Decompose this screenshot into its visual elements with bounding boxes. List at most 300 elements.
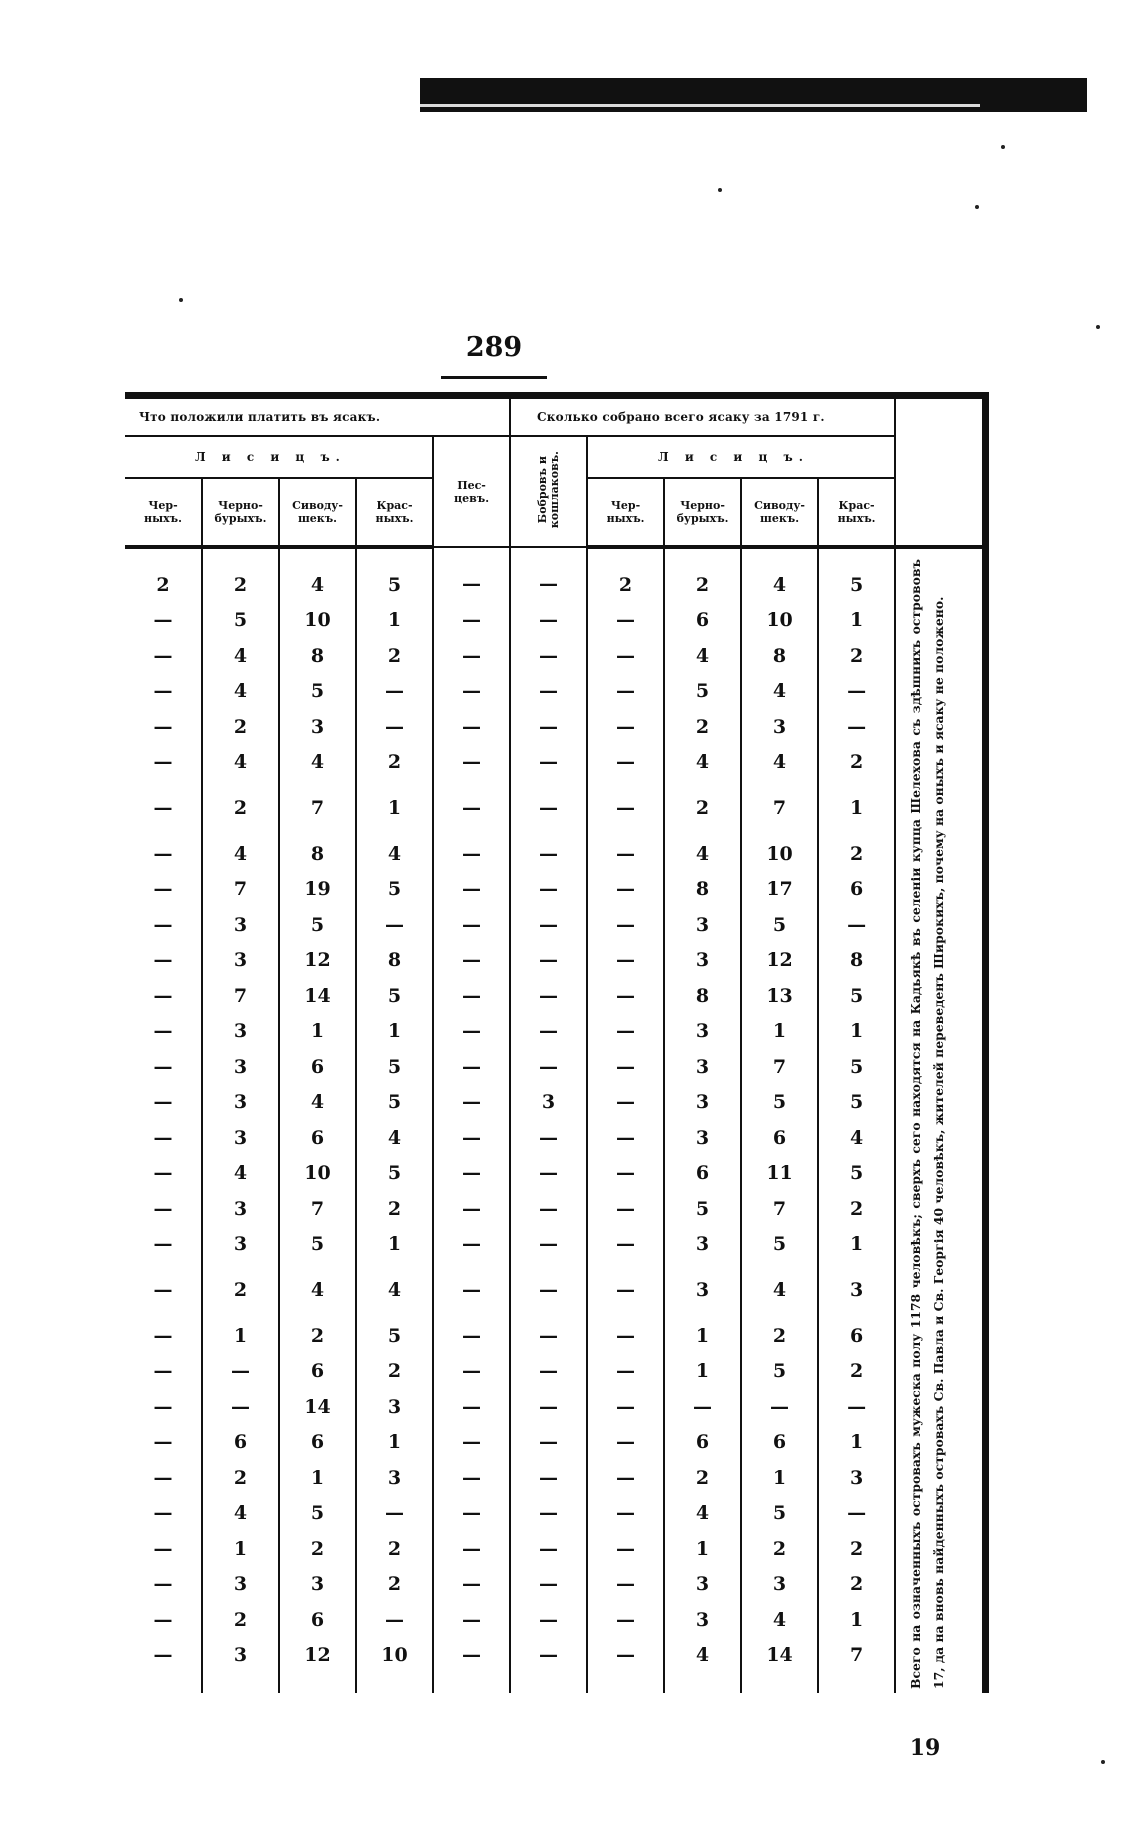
table-row (125, 674, 985, 710)
table-cell: — (125, 1049, 202, 1085)
table-cell: 7 (741, 1191, 818, 1227)
page-number-rule (441, 376, 547, 379)
table-cell: 3 (664, 1567, 741, 1603)
table-cell: 1 (356, 780, 433, 836)
table-cell: — (587, 1425, 664, 1461)
table-cell: 5 (279, 1496, 356, 1532)
table-cell: — (433, 907, 510, 943)
table-cell: — (125, 1460, 202, 1496)
table-cell: 3 (664, 907, 741, 943)
table-cell: 6 (741, 1120, 818, 1156)
table-cell: 4 (202, 1156, 279, 1192)
table-cell: 5 (356, 1318, 433, 1354)
ink-speck (179, 298, 183, 302)
table-cell: 5 (741, 1496, 818, 1532)
table-cell: 1 (818, 780, 895, 836)
table-cell: — (510, 1638, 587, 1694)
table-cell: — (587, 978, 664, 1014)
table-row (125, 1227, 985, 1263)
table-cell: — (587, 1085, 664, 1121)
table-cell: — (433, 1354, 510, 1390)
header-foxes-assessed: Л и с и ц ъ. (125, 436, 433, 478)
table-cell: 5 (818, 547, 895, 603)
table-cell: 5 (356, 1156, 433, 1192)
table-cell: 2 (818, 1531, 895, 1567)
table-cell: — (356, 907, 433, 943)
table-cell: 6 (279, 1049, 356, 1085)
table-cell: 2 (741, 1531, 818, 1567)
table-cell: 3 (741, 709, 818, 745)
table-cell: 4 (664, 1638, 741, 1694)
table-cell: — (510, 1602, 587, 1638)
table-cell: 7 (202, 872, 279, 908)
tribute-table-body (125, 547, 985, 1693)
table-cell: — (433, 1085, 510, 1121)
table-cell: — (510, 1156, 587, 1192)
table-cell: 1 (741, 1014, 818, 1050)
table-cell: — (125, 1318, 202, 1354)
table-cell: — (587, 1602, 664, 1638)
table-cell: 3 (664, 1049, 741, 1085)
table-cell: 4 (202, 745, 279, 781)
table-cell: — (587, 907, 664, 943)
table-cell: 3 (664, 1014, 741, 1050)
table-cell: 1 (818, 1227, 895, 1263)
table-cell: — (818, 1389, 895, 1425)
table-cell: — (510, 603, 587, 639)
table-row (125, 1014, 985, 1050)
table-cell: — (510, 1049, 587, 1085)
table-cell: 7 (279, 1191, 356, 1227)
table-row (125, 1049, 985, 1085)
table-row (125, 1638, 985, 1694)
table-row (125, 1085, 985, 1121)
table-cell: — (587, 745, 664, 781)
table-cell: 6 (279, 1425, 356, 1461)
table-cell: 7 (741, 1049, 818, 1085)
table-cell: — (433, 638, 510, 674)
table-cell: — (510, 638, 587, 674)
table-cell: 5 (356, 978, 433, 1014)
table-cell: 5 (356, 1049, 433, 1085)
ink-speck (1001, 145, 1005, 149)
table-cell: 1 (818, 603, 895, 639)
table-cell: 10 (741, 836, 818, 872)
table-row (125, 836, 985, 872)
table-cell: — (125, 836, 202, 872)
table-cell: — (433, 1460, 510, 1496)
tribute-table (125, 392, 989, 1693)
table-cell: 1 (356, 1227, 433, 1263)
table-row (125, 603, 985, 639)
table-cell: — (587, 836, 664, 872)
table-cell: 5 (818, 1156, 895, 1192)
table-cell: — (125, 1120, 202, 1156)
table-cell: 4 (279, 1085, 356, 1121)
table-cell: 6 (818, 872, 895, 908)
table-cell: — (587, 638, 664, 674)
tribute-table-wrapper (125, 392, 985, 1693)
table-cell: 3 (202, 1014, 279, 1050)
table-cell: 5 (202, 603, 279, 639)
table-cell: — (818, 1496, 895, 1532)
table-cell: — (587, 709, 664, 745)
header-cross-foxes-collected: Сиводу- шекъ. (741, 478, 818, 547)
table-cell: — (587, 674, 664, 710)
table-cell: 4 (279, 547, 356, 603)
table-cell: 5 (818, 978, 895, 1014)
table-cell: 1 (818, 1602, 895, 1638)
table-cell: — (125, 1262, 202, 1318)
table-cell: 8 (664, 978, 741, 1014)
header-red-foxes: Крас- ныхъ. (356, 478, 433, 547)
table-cell: — (433, 1567, 510, 1603)
table-cell: 1 (818, 1425, 895, 1461)
table-cell: — (125, 674, 202, 710)
note-column-header (895, 396, 985, 548)
table-cell: 10 (356, 1638, 433, 1694)
table-cell: — (510, 745, 587, 781)
table-cell: — (587, 1496, 664, 1532)
table-cell: — (433, 1389, 510, 1425)
table-cell: — (510, 872, 587, 908)
table-cell: — (510, 674, 587, 710)
table-cell: — (510, 1496, 587, 1532)
table-cell: 5 (741, 1085, 818, 1121)
table-cell: 2 (356, 638, 433, 674)
table-cell: 2 (202, 780, 279, 836)
header-assessed-tribute: Что положили платить въ ясакъ. (125, 396, 510, 437)
table-cell: — (587, 1227, 664, 1263)
table-cell: — (356, 674, 433, 710)
table-cell: 8 (279, 836, 356, 872)
table-cell: — (125, 780, 202, 836)
table-cell: 5 (356, 1085, 433, 1121)
table-cell: — (433, 978, 510, 1014)
table-cell: 14 (279, 978, 356, 1014)
table-cell: — (587, 1191, 664, 1227)
table-cell: — (510, 907, 587, 943)
table-cell: 12 (741, 943, 818, 979)
table-cell: 5 (279, 1227, 356, 1263)
table-cell: 2 (664, 780, 741, 836)
table-cell: 5 (741, 907, 818, 943)
table-cell: 3 (202, 1191, 279, 1227)
table-cell: — (433, 1014, 510, 1050)
table-cell: 3 (202, 1227, 279, 1263)
table-cell: 2 (664, 547, 741, 603)
table-cell: 10 (279, 603, 356, 639)
table-cell: — (433, 1602, 510, 1638)
table-cell: — (510, 1354, 587, 1390)
table-cell: — (510, 1014, 587, 1050)
table-cell: — (125, 709, 202, 745)
header-black-foxes: Чер- ныхъ. (125, 478, 202, 547)
table-cell: — (510, 1262, 587, 1318)
table-cell: 6 (279, 1120, 356, 1156)
header-black-brown-foxes: Черно- бурыхъ. (202, 478, 279, 547)
ink-speck (1101, 1760, 1105, 1764)
table-cell: — (125, 603, 202, 639)
header-beavers (510, 436, 587, 547)
table-cell: 3 (664, 943, 741, 979)
note-column (895, 547, 985, 1693)
table-cell: 4 (279, 745, 356, 781)
table-cell: 3 (818, 1460, 895, 1496)
table-row (125, 872, 985, 908)
table-cell: — (587, 1014, 664, 1050)
table-cell: 1 (279, 1460, 356, 1496)
table-cell: 3 (202, 1567, 279, 1603)
table-cell: 2 (202, 709, 279, 745)
table-cell: 5 (279, 907, 356, 943)
table-cell: 6 (664, 1425, 741, 1461)
table-cell: 3 (202, 1085, 279, 1121)
table-cell: 1 (818, 1014, 895, 1050)
table-cell: 6 (664, 603, 741, 639)
table-row (125, 1389, 985, 1425)
table-cell: — (510, 1460, 587, 1496)
table-cell: 1 (356, 603, 433, 639)
table-cell: 17 (741, 872, 818, 908)
table-row (125, 1156, 985, 1192)
table-row (125, 547, 985, 603)
table-cell: 3 (356, 1460, 433, 1496)
table-cell: — (202, 1354, 279, 1390)
table-cell: — (125, 745, 202, 781)
table-cell: — (510, 1531, 587, 1567)
table-cell: — (433, 1262, 510, 1318)
header-arctic-foxes-label: Пес- цевъ. (454, 478, 490, 505)
table-cell: 3 (279, 1567, 356, 1603)
table-cell: 3 (202, 907, 279, 943)
table-cell: — (433, 603, 510, 639)
table-cell: — (510, 1227, 587, 1263)
table-cell: — (202, 1389, 279, 1425)
table-row (125, 1262, 985, 1318)
signature-number: 19 (909, 1735, 941, 1761)
table-cell: 5 (356, 547, 433, 603)
table-cell: 5 (279, 674, 356, 710)
table-cell: 8 (818, 943, 895, 979)
table-cell: — (433, 1120, 510, 1156)
table-cell: — (587, 1638, 664, 1694)
table-cell: 3 (202, 1638, 279, 1694)
table-cell: 7 (202, 978, 279, 1014)
table-cell: — (587, 1460, 664, 1496)
table-cell: 3 (202, 1120, 279, 1156)
table-cell: 2 (818, 1567, 895, 1603)
table-cell: 4 (741, 547, 818, 603)
table-cell: 2 (356, 1191, 433, 1227)
table-cell: — (510, 1567, 587, 1603)
table-cell: — (433, 1425, 510, 1461)
table-cell: — (125, 1085, 202, 1121)
table-cell: 5 (741, 1227, 818, 1263)
table-cell: 1 (664, 1531, 741, 1567)
table-cell: 3 (202, 1049, 279, 1085)
table-cell: 6 (279, 1602, 356, 1638)
table-row (125, 1425, 985, 1461)
table-cell: 4 (741, 1262, 818, 1318)
table-cell: 1 (664, 1354, 741, 1390)
table-cell: 1 (356, 1014, 433, 1050)
table-cell: 3 (202, 943, 279, 979)
table-row (125, 907, 985, 943)
table-cell: 12 (279, 1638, 356, 1694)
table-cell: 1 (664, 1318, 741, 1354)
table-cell: — (510, 1318, 587, 1354)
table-cell: 4 (818, 1120, 895, 1156)
table-cell: — (125, 872, 202, 908)
table-cell: 7 (279, 780, 356, 836)
table-cell: — (587, 1049, 664, 1085)
table-cell: — (125, 1354, 202, 1390)
ink-speck (718, 188, 722, 192)
table-cell: — (125, 1602, 202, 1638)
table-cell: 2 (202, 1262, 279, 1318)
table-cell: 4 (279, 1262, 356, 1318)
table-cell: 4 (356, 1262, 433, 1318)
table-cell: — (433, 547, 510, 603)
table-row (125, 745, 985, 781)
table-cell: 10 (741, 603, 818, 639)
table-cell: 3 (356, 1389, 433, 1425)
table-cell: 4 (356, 1120, 433, 1156)
table-cell: 3 (818, 1262, 895, 1318)
table-cell: — (125, 1496, 202, 1532)
table-cell: — (433, 1496, 510, 1532)
table-cell: 3 (741, 1567, 818, 1603)
table-cell: — (433, 872, 510, 908)
table-cell: 2 (356, 1531, 433, 1567)
ink-speck (975, 205, 979, 209)
table-cell: 4 (664, 1496, 741, 1532)
table-cell: — (587, 1354, 664, 1390)
table-cell: 8 (741, 638, 818, 674)
table-cell: 3 (664, 1262, 741, 1318)
header-collected-tribute: Сколько собрано всего ясаку за 1791 г. (510, 396, 895, 437)
table-cell: 2 (202, 1602, 279, 1638)
table-cell: — (818, 674, 895, 710)
table-cell: — (125, 1425, 202, 1461)
top-band-rule (420, 104, 980, 107)
table-cell: 1 (202, 1318, 279, 1354)
table-cell: — (433, 1049, 510, 1085)
table-cell: 14 (279, 1389, 356, 1425)
rotated-note (896, 549, 982, 1689)
table-cell: — (587, 780, 664, 836)
table-cell: 4 (664, 638, 741, 674)
table-cell: 4 (202, 1496, 279, 1532)
table-cell: 3 (664, 1602, 741, 1638)
table-cell: 11 (741, 1156, 818, 1192)
table-cell: 7 (818, 1638, 895, 1694)
table-cell: — (510, 547, 587, 603)
table-cell: 4 (741, 1602, 818, 1638)
table-cell: 19 (279, 872, 356, 908)
table-cell: 2 (279, 1531, 356, 1567)
table-cell: 3 (664, 1227, 741, 1263)
table-cell: 5 (818, 1085, 895, 1121)
table-cell: 4 (356, 836, 433, 872)
table-cell: 3 (664, 1085, 741, 1121)
table-cell: 8 (664, 872, 741, 908)
table-cell: — (433, 674, 510, 710)
table-cell: — (356, 1602, 433, 1638)
table-cell: — (125, 1638, 202, 1694)
table-cell: 5 (356, 872, 433, 908)
table-cell: — (587, 1567, 664, 1603)
table-row (125, 1602, 985, 1638)
header-arctic-foxes (433, 436, 510, 547)
table-cell: 4 (202, 638, 279, 674)
table-cell: 8 (356, 943, 433, 979)
table-cell: 6 (741, 1425, 818, 1461)
table-cell: 2 (818, 638, 895, 674)
table-cell: — (433, 943, 510, 979)
table-cell: — (125, 1531, 202, 1567)
table-cell: 12 (279, 943, 356, 979)
table-cell: 2 (818, 1354, 895, 1390)
table-cell: — (433, 1156, 510, 1192)
table-cell: — (818, 709, 895, 745)
table-cell: — (125, 943, 202, 979)
table-cell: — (510, 978, 587, 1014)
table-cell: — (510, 836, 587, 872)
table-cell: 6 (279, 1354, 356, 1390)
table-cell: 6 (818, 1318, 895, 1354)
table-cell: — (433, 780, 510, 836)
table-row (125, 709, 985, 745)
table-cell: 8 (279, 638, 356, 674)
table-cell: 2 (664, 1460, 741, 1496)
table-row (125, 1354, 985, 1390)
table-cell: — (356, 1496, 433, 1532)
table-cell: — (587, 1156, 664, 1192)
table-cell: — (510, 780, 587, 836)
table-row (125, 943, 985, 979)
table-cell: 1 (356, 1425, 433, 1461)
table-row (125, 1120, 985, 1156)
table-cell: — (356, 709, 433, 745)
table-cell: 2 (356, 1567, 433, 1603)
table-cell: — (510, 1191, 587, 1227)
table-cell: 2 (279, 1318, 356, 1354)
table-cell: 1 (741, 1460, 818, 1496)
table-cell: — (510, 943, 587, 979)
table-cell: — (125, 907, 202, 943)
table-cell: — (433, 709, 510, 745)
table-cell: 4 (202, 674, 279, 710)
table-cell: — (587, 943, 664, 979)
table-row (125, 1191, 985, 1227)
header-red-foxes-collected: Крас- ныхъ. (818, 478, 895, 547)
table-cell: — (125, 1227, 202, 1263)
table-cell: — (664, 1389, 741, 1425)
table-cell: 4 (741, 674, 818, 710)
table-cell: — (433, 1638, 510, 1694)
table-cell: — (125, 1014, 202, 1050)
table-cell: 1 (202, 1531, 279, 1567)
header-beavers-label: Бобровъ и кошлаковъ. (535, 451, 561, 529)
table-cell: 5 (664, 1191, 741, 1227)
note-text: Всего на означенныхъ островахъ мужеска полу 1178 человѣкъ; сверхъ сего находятся на Кадьякѣ въ селеніи купца Шелехова съ здѣшнихъ острововъ 17, да на вновь найденныхъ островахъ Св. Павла и Св. Георгія 40 человѣкъ, жителей переведенъ Широкихъ, почему на оныхъ и ясаку не положено. (908, 559, 947, 1689)
table-cell: — (587, 603, 664, 639)
table-cell: 5 (741, 1354, 818, 1390)
table-cell: — (433, 1227, 510, 1263)
table-cell: 7 (741, 780, 818, 836)
